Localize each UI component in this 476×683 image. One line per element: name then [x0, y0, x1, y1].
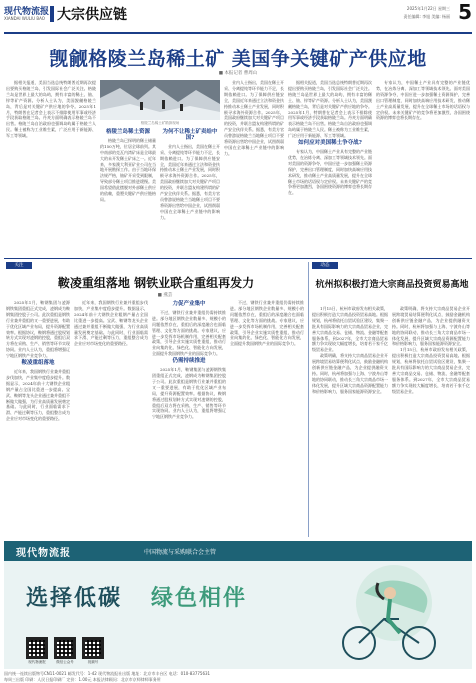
story3-tag: 动态	[312, 262, 338, 269]
lead-subhead-2: 为何不让稀土矿卖给中国?	[162, 129, 218, 141]
lead-col2-text: 格陵兰岛已探明的稀土储量约150万吨，位居全球前列。其中南部的克瓦内湾矿床是全球最大的未开发稀土矿床之一。近年来，多家澳大利亚矿业公司在当地开展勘探工作。由于当地环保法规严格，铀矿开采受到限制，导致部分稀土项目推进缓慢。美国希望借此摆脱对外部稀土供应的依赖，重塑关键矿产供应链格局。	[100, 137, 156, 202]
snow-mountain-photo	[100, 80, 220, 120]
lead-col2b-text: 业内人士指出，美国在稀土开采、分离提纯等环节能力不足，长期依赖进口。为了保障供应链安全，美国近年来通过立法和资金扶持推动本土稀土产业发展，同时积极寻求海外资源合作。2025年，美国政府继续加大对关键矿产项目的投资，并联合盟友构建所谓的矿产安全伙伴关系。据悉，有美方官员曾游说格陵兰当地稀土项目不要将资源出售给中国企业，试图削弱中国在全球稀土产业链中的影响力。	[160, 143, 220, 220]
story2-headline: 鞍凌重组落地 钢铁业联合重组再发力	[57, 276, 255, 290]
qr-code-2	[54, 637, 76, 659]
story3-headline: 杭州拟积极打造大宗商品投资贸易高地	[315, 280, 469, 290]
story3-col1-text: 1月15日，杭州市政府发布相关政策，提出积极打造大宗商品投资贸易高地。根据规划，杭州将依托自贸试验区建设，集聚一批具有国际影响力的大宗商品贸易企业，完善大宗商品交易、仓储、物流、金融等配套服务体系。到2027年，全市大宗商品贸易额力争实现较大幅度增长，培育若干家千亿级贸易企业。	[312, 306, 388, 353]
story2-tag: 关注	[6, 262, 32, 269]
qr-label-2: 微信公众号	[56, 660, 74, 664]
lead-col1-text: 据相关报道，美国当选总统特朗普近期再次提出要购买格陵兰岛，引发国际社会广泛关注。格陵兰岛是世界上最大的岛屿，拥有丰富的稀土、铀、锌等矿产资源。分析人士认为，美国觊觎格陵兰岛，背后是对关键矿产供应地的争夺。2025年1月，特朗普在记者会上表示不排除使用军事或经济手段获取格陵兰岛。丹麦方面明确表示格陵兰岛不出售。格陵兰岛自治政府也强调岛屿属于格陵兰人民。稀土被称为工业维生素，广泛应用于新能源、军工等领域。	[6, 80, 96, 139]
lead-subhead-1: 格陵兰岛稀土资源	[105, 129, 150, 135]
lead-column-2	[100, 128, 156, 255]
lead-column-2b	[160, 128, 220, 255]
story3-col1b-text: 政策明确，将支持大宗商品贸易企业开展跨境贸易结算便利化试点，鼓励金融机构创新供应链金融产品，为企业提供融资支持。同时，杭州将加强与上海、宁波舟山等地的协同联动，推动长三角大宗商品市场一体化发展，提升区域大宗商品资源配置能力和价格影响力，服务国家能源资源安全。	[312, 353, 388, 394]
lead-col3-text: 业内人士指出，美国在稀土开采、分离提纯等环节能力不足，长期依赖进口。为了保障供应链安全，美国近年来通过立法和资金扶持推动本土稀土产业发展，同时积极寻求海外资源合作。2025年，美国政府继续加大对关键矿产项目的投资，并联合盟友构建所谓的矿产安全伙伴关系。据悉，有美方官员曾游说格陵兰当地稀土项目不要将资源出售给中国企业，试图削弱中国在全球稀土产业链中的影响力。	[224, 80, 284, 156]
ad-slogan-a: 选择低碳	[26, 585, 123, 611]
page-number: 5	[458, 0, 472, 24]
section-title: 大宗供应链	[57, 7, 127, 23]
story2-column-3	[152, 300, 226, 536]
footer-line-1: 国内统一连续出版物号CN11-0021 邮发代号：1-42 现代物流报社出版 地址：北京市丰台区 电话：010-83775631	[4, 671, 211, 676]
story2-byline: ■ 燕芸	[157, 293, 173, 298]
qr-code-1	[26, 637, 48, 659]
newspaper-logo-sub: XIANDAI WULIU BAO	[4, 16, 45, 21]
column-divider	[308, 262, 309, 537]
lead-photo	[100, 80, 220, 120]
story2-column-2	[74, 300, 148, 536]
story2-column-4	[230, 300, 304, 536]
story2-subhead-1: 鞍凌重组落地	[21, 360, 55, 367]
story2-col3-text: 不过，钢铁行业兼并重组仍需持续推进。部分地区钢铁企业数量多、规模小的问题依然存在，重组后的深度融合也面临管理、文化等方面的挑战。专家建议，应进一步发挥市场机制作用，完善相关配套政策，引导企业实施实质性重组，推动行业向集约化、绿色化、智能化方向发展，全面提升我国钢铁产业的国际竞争力。	[152, 309, 226, 357]
ad-slogan	[26, 581, 247, 612]
ad-header-bar	[4, 541, 472, 561]
lead-headline: 觊觎格陵兰岛稀土矿 美国争关键矿产供应地	[49, 48, 427, 70]
story2-col1-text: 2025年1月，鞍钢集团与凌源钢铁集团重组正式完成，凌钢成为鞍钢集团控股子公司。此次重组是钢铁行业兼并重组的又一重要进展，有助于优化区域产业布局，提升资源配置效率。根据协议，鞍钢将通过股权划转方式实现对凌钢的控股，重组后双方将在采购、生产、销售等环节实现协同。业内人士认为，重组将增强辽宁地区钢铁产业竞争力。	[6, 300, 70, 359]
lead-column-4	[288, 80, 372, 255]
story3-col2b-text: 1月15日，杭州市政府发布相关政策，提出积极打造大宗商品投资贸易高地。根据规划，杭州将依托自贸试验区建设，集聚一批具有国际影响力的大宗商品贸易企业，完善大宗商品交易、仓储、物流、金融等配套服务体系。到2027年，全市大宗商品贸易额力争实现较大幅度增长，培育若干家千亿级贸易企业。	[392, 347, 470, 394]
lead-photo-caption: 格陵兰岛稀土矿勘探现场	[140, 121, 180, 125]
lead-column-3	[224, 80, 284, 255]
story2-col4-text: 不过，钢铁行业兼并重组仍需持续推进。部分地区钢铁企业数量多、规模小的问题依然存在，重组后的深度融合也面临管理、文化等方面的挑战。专家建议，应进一步发挥市场机制作用，完善相关配套政策，引导企业实施实质性重组，推动行业向集约化、绿色化、智能化方向发展，全面提升我国钢铁产业的国际竞争力。	[230, 300, 304, 347]
story3-column-2	[392, 306, 470, 536]
cyclist-illustration	[304, 563, 464, 667]
story2-col1b-text: 近年来，我国钢铁行业兼并重组步伐加快，产业集中度稳步提升。数据显示，2024年前十大钢铁企业粗钢产量占全国比重进一步提高。宝武、鞍钢等龙头企业通过兼并重组不断做大做强，为行业高质量发展奠定基础。与此同时，行业面临需求下滑、产能过剩等压力，重组整合成为企业应对市场变化的重要路径。	[6, 368, 70, 422]
section-marker	[50, 6, 54, 22]
newspaper-logo: 现代物流报	[4, 7, 50, 17]
lead-column-1	[6, 80, 96, 255]
story2-col2-text: 近年来，我国钢铁行业兼并重组步伐加快，产业集中度稳步提升。数据显示，2024年前十大钢铁企业粗钢产量占全国比重进一步提高。宝武、鞍钢等龙头企业通过兼并重组不断做大做强，为行业高质量发展奠定基础。与此同时，行业面临需求下滑、产能过剩等压力，重组整合成为企业应对市场变化的重要路径。	[74, 300, 148, 347]
qr-label-1: 现代物流报	[28, 660, 46, 664]
story2-column-1	[6, 300, 70, 536]
masthead	[0, 0, 476, 36]
ad-slogan-b: 绿色相伴	[151, 585, 248, 611]
story2-subhead-2: 力促产业集中	[172, 301, 206, 307]
ad-logo: 现代物流报	[16, 548, 71, 559]
advertisement	[4, 541, 472, 669]
lead-col4b-text: 专家认为，中国稀土产业具有完整的产业链优势，在冶炼分离、深加工等领域技术领先。面对美国的资源争夺，中国应进一步加强稀土资源保护，完善出口管理制度，同时加快高端应用技术研发，推动稀土产业高质量发展，提升在全球稀土市场的话语权与定价权。未来关键矿产的竞争将更加激烈，各国围绕资源的博弈也将长期存在。	[288, 148, 372, 196]
qr-code-3	[82, 637, 104, 659]
story2-subhead-3: 仍需持续推进	[172, 358, 206, 365]
editor-credit: 责任编辑: 李旭 美编: 杨丽	[403, 14, 450, 19]
section-divider	[4, 258, 472, 259]
story2-col3b-text: 2025年1月，鞍钢集团与凌源钢铁集团重组正式完成，凌钢成为鞍钢集团控股子公司。此次重组是钢铁行业兼并重组的又一重要进展，有助于优化区域产业布局，提升资源配置效率。根据协议，鞍钢将通过股权划转方式实现对凌钢的控股，重组后双方将在采购、生产、销售等环节实现协同。业内人士认为，重组将增强辽宁地区钢铁产业竞争力。	[152, 367, 226, 420]
lead-col5-text: 专家认为，中国稀土产业具有完整的产业链优势，在冶炼分离、深加工等领域技术领先。面对美国的资源争夺，中国应进一步加强稀土资源保护，完善出口管理制度，同时加快高端应用技术研发，推动稀土产业高质量发展，提升在全球稀土市场的话语权与定价权。未来关键矿产的竞争将更加激烈，各国围绕资源的博弈也将长期存在。	[376, 80, 470, 121]
qr-label-3: 视频号	[87, 660, 99, 664]
masthead-rule	[4, 32, 472, 34]
lead-subhead-3: 如何应对美国稀土争夺战?	[298, 140, 362, 147]
story3-col2-text: 政策明确，将支持大宗商品贸易企业开展跨境贸易结算便利化试点，鼓励金融机构创新供应链金融产品，为企业提供融资支持。同时，杭州将加强与上海、宁波舟山等地的协同联动，推动长三角大宗商品市场一体化发展，提升区域大宗商品资源配置能力和价格影响力，服务国家能源资源安全。	[392, 306, 470, 347]
story3-column-1	[312, 306, 388, 536]
lead-byline: ■ 本报记者 曹周山	[218, 71, 258, 76]
lead-col4a-text: 据相关报道，美国当选总统特朗普近期再次提出要购买格陵兰岛，引发国际社会广泛关注。格陵兰岛是世界上最大的岛屿，拥有丰富的稀土、铀、锌等矿产资源。分析人士认为，美国觊觎格陵兰岛，背后是对关键矿产供应地的争夺。2025年1月，特朗普在记者会上表示不排除使用军事或经济手段获取格陵兰岛。丹麦方面明确表示格陵兰岛不出售。格陵兰岛自治政府也强调岛屿属于格陵兰人民。稀土被称为工业维生素，广泛应用于新能源、军工等领域。	[288, 80, 372, 139]
ad-organizer: 中国物流与采购联合会主管	[144, 549, 217, 556]
issue-date: 2025年1月22日 星期三	[406, 6, 450, 11]
lead-column-5	[376, 80, 470, 255]
footer-line-2: 每周三出版 印刷：人民日报印刷厂 定价：1.00元 本报法律顾问：北京市京师律师事务所	[4, 677, 161, 682]
